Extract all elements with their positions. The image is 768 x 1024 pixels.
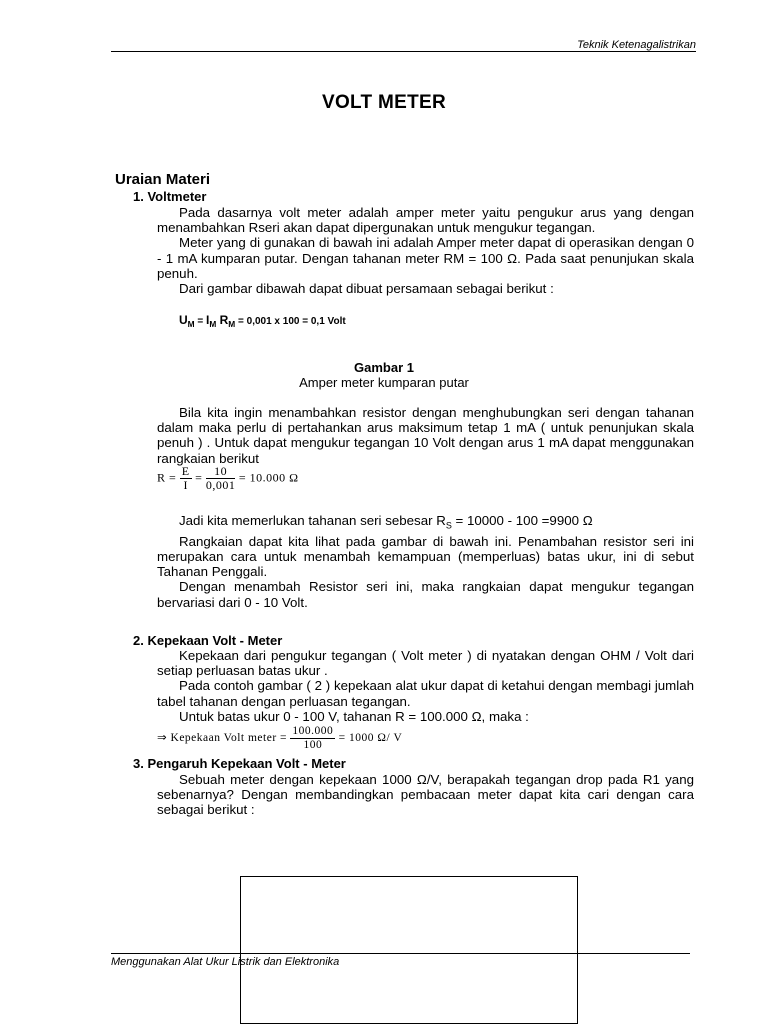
page-title: VOLT METER [321,92,447,113]
paragraph: Bila kita ingin menambahkan resistor dengan menghubungkan seri dengan tahanan dalam maka perlu di pertahankan arus maksimum tetap 1 mA ( untuk penunjukan skala penuh ) . Untuk dapat mengukur tegangan 10 Volt dengan arus 1 mA dapat menggunakan rangkaian berikut [157,405,694,466]
formula-um: $U_M = I_M$ $R_M = 0,001$ x 100 = 0,1 Volt [179,313,346,329]
section1-text-block [157,205,694,296]
figure-frame [240,876,578,1024]
subheading-kepekaan: 2. Kepekaan Volt - Meter [133,633,283,648]
paragraph: Dengan menambah Resistor seri ini, maka rangkaian dapat mengukur tegangan bervariasi dari 0 - 10 Volt. [157,579,694,610]
section-heading: Uraian Materi [115,171,211,188]
section1-text-block-2 [157,405,694,466]
paragraph: Dari gambar dibawah dapat dibuat persamaan sebagai berikut : [179,281,554,297]
paragraph: Pada contoh gambar ( 2 ) kepekaan alat ukur dapat di ketahui dengan membagi jumlah tabel tahanan dengan perluasan tegangan. [157,678,694,709]
section1-text-block-3 [157,513,694,610]
figure-caption: Amper meter kumparan putar [299,375,469,390]
figure-title: Gambar 1 [354,360,414,375]
running-header: Teknik Ketenagalistrikan [577,39,696,51]
equation-kepekaan: ⇒ Kepekaan Volt meter = $\frac{100.000}{100}$ = 1000 Ω/ V [157,725,403,751]
paragraph: Rangkaian dapat kita lihat pada gambar di bawah ini. Penambahan resistor seri ini merupakan cara untuk menambah kemampuan (memperluas) batas ukur, ini di sebut Tahanan Penggali. [157,533,694,580]
subheading-pengaruh: 3. Pengaruh Kepekaan Volt - Meter [133,756,346,771]
paragraph: Meter yang di gunakan di bawah ini adalah Amper meter dapat di operasikan dengan 0 - 1 mA kumparan putar. Dengan tahanan meter RM = 100 Ω. Pada saat penunjukan skala penuh. [157,235,694,281]
paragraph: Kepekaan dari pengukur tegangan ( Volt meter ) di nyatakan dengan OHM / Volt dari setiap perluasan batas ukur . [157,648,694,679]
equation-resistance: R = $\frac{E}{I}$ = $\frac{10}{0,001}$ = 10.000 Ω [157,464,299,492]
header-rule [111,51,696,52]
paragraph: Jadi kita memerlukan tahanan seri sebesar $R_S = 10000 - 100 =9900$ Ω [179,513,593,531]
paragraph: Pada dasarnya volt meter adalah amper meter yaitu pengukur arus yang dengan menambahkan Rseri akan dapat dipergunakan untuk mengukur tegangan. [157,205,694,236]
section2-text-block [157,648,694,724]
paragraph: Sebuah meter dengan kepekaan 1000 Ω/V, berapakah tegangan drop pada R1 yang sebenarnya? Dengan membandingkan pembacaan meter dapat kita cari dengan cara sebagai berikut : [157,772,694,818]
section3-text-block [157,772,694,818]
paragraph: Untuk batas ukur 0 - 100 V, tahanan R = 100.000 Ω, maka : [179,708,529,724]
running-footer: Menggunakan Alat Ukur Listrik dan Elektronika [111,956,340,968]
subheading-voltmeter: 1. Voltmeter [133,189,207,204]
footer-rule [111,953,690,954]
